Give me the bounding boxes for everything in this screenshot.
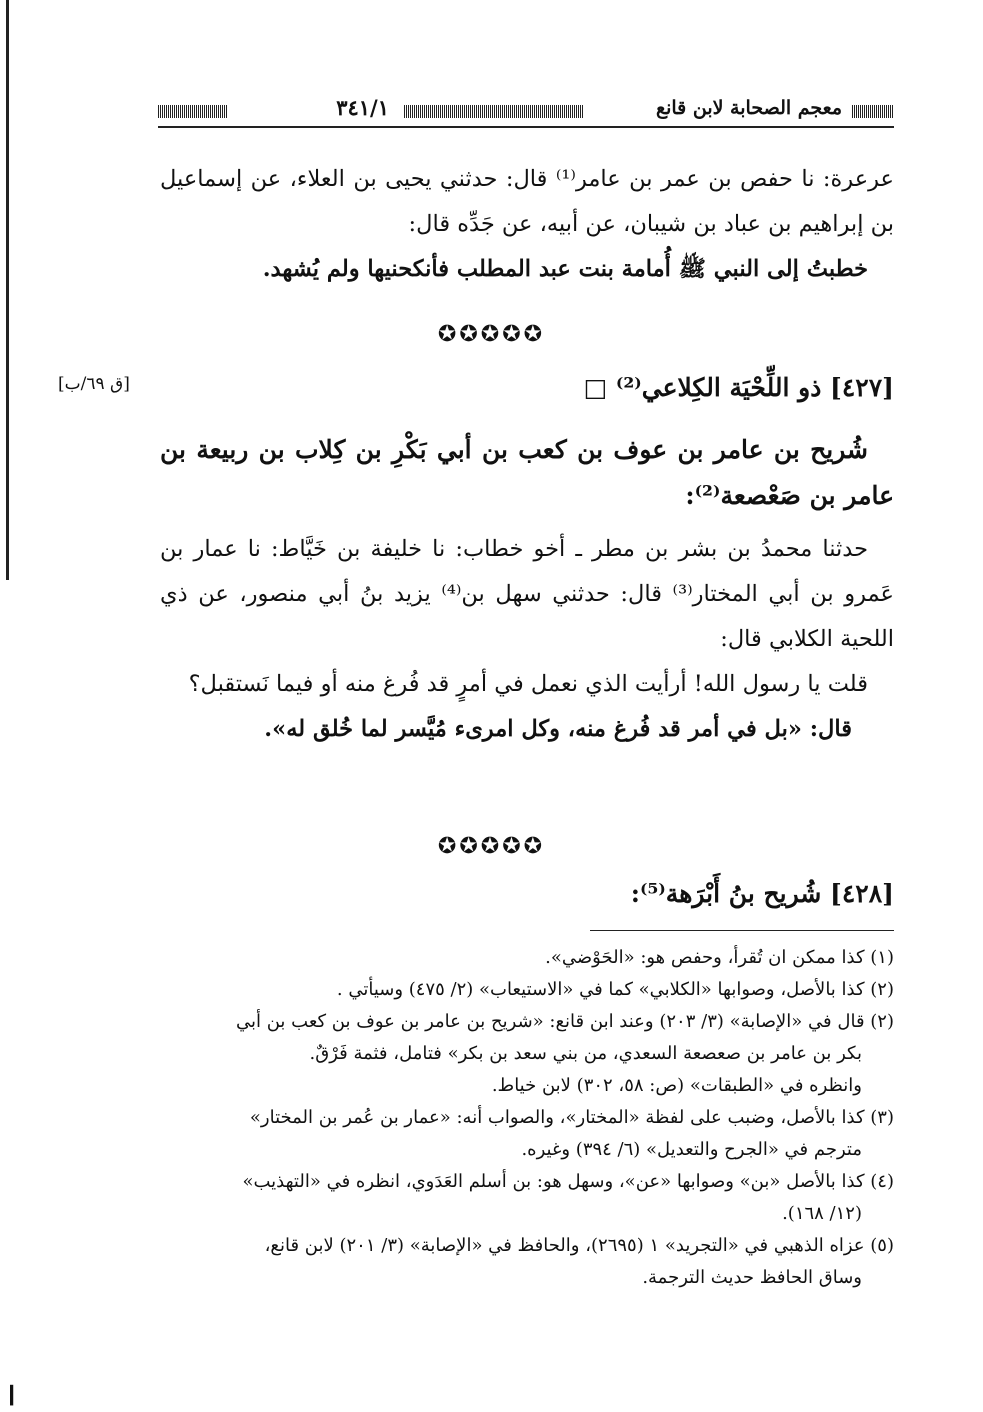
- header-ornament-left: [158, 105, 228, 118]
- isnad-text: عرعرة: نا حفص بن عمر بن عامر⁽¹⁾ قال: حدثني يحيى بن العلاء، عن إسماعيل بن إبراهيم بن عباد بن شيبان، عن أبيه، عن جَدِّه قال:: [160, 166, 894, 237]
- entry-heading-427: [٤٢٧] ذو اللِّحْيَة الكِلاعي⁽²⁾ □: [583, 373, 894, 402]
- manuscript-folio-marker: [ق ٦٩/ب]: [58, 374, 130, 394]
- footnote-line: بكر بن عامر بن صعصعة السعدي، من بني سعد بن بكر» فتامل، فثمة فَرْقٌ.: [309, 1043, 862, 1064]
- question-text: قلت يا رسول الله! أرأيت الذي نعمل في أمرٍ قد فُرغ منه أو فيما نَستقبل؟: [188, 671, 868, 697]
- continuation-paragraph: [160, 157, 894, 292]
- hadith-text: خطبتُ إلى النبي ﷺ أُمامة بنت عبد المطلب فأنكحنيها ولم يُشهد.: [262, 256, 868, 282]
- isnad-text: حدثنا محمدُ بن بشر بن مطر ـ أخو خطاب: نا خليفة بن خَيَّاط: نا عمار بن عَمرو بن أبي المختار⁽³⁾ قال: حدثني سهل بن⁽⁴⁾ يزيد بنُ أبي منصور، عن ذي اللحية الكلابي قال:: [160, 536, 894, 652]
- header-ornament-right: [852, 105, 894, 118]
- footnotes: [160, 942, 894, 1294]
- footnote-line: (٢) كذا بالأصل، وصوابها «الكلابي» كما في «الاستيعاب» (٢/ ٤٧٥) وسيأتي .: [336, 979, 894, 1000]
- lineage-text: شُريح بن عامر بن عوف بن كعب بن أبي بَكْرِ بن كِلاب بن ربيعة بن عامر بن صَعْصعة⁽²⁾:: [160, 435, 894, 510]
- entry-lineage-427: [160, 427, 894, 519]
- running-header: [158, 97, 894, 127]
- entry-heading-428: [٤٢٨] شُريح بنُ أَبْرَهة⁽⁵⁾:: [630, 879, 894, 908]
- page-edge-mark: ا: [8, 1382, 16, 1412]
- footnote-line: (٥) عزاه الذهبي في «التجريد» ١ (٢٦٩٥)، والحافظ في «الإصابة» (٣/ ٢٠١) لابن قانع،: [264, 1235, 894, 1256]
- header-ornament-middle: [404, 105, 584, 118]
- footnote-line: (٣) كذا بالأصل، وضبب على لفظة «المختار»، والصواب أنه: «عمار بن عُمر بن المختار»: [249, 1107, 894, 1128]
- entry-body-427: [160, 527, 894, 752]
- footnote-rule: [590, 930, 894, 931]
- header-rule: [158, 126, 894, 128]
- scan-edge-line: [6, 0, 9, 580]
- footnote-line: وانظره في «الطبقات» (ص: ٥٨، ٣٠٢) لابن خياط.: [491, 1075, 862, 1096]
- book-title: معجم الصحابة لابن قانع: [655, 97, 842, 119]
- section-separator: ✪✪✪✪✪: [437, 834, 546, 859]
- footnote-line: (١) كذا ممكن ان تُقرأ، وحفص هو: «الحَوْضي».: [545, 947, 894, 968]
- section-separator: ✪✪✪✪✪: [437, 322, 546, 347]
- footnote-line: (٢) قال في «الإصابة» (٣/ ٢٠٣) وعند ابن قانع: «شريح بن عامر بن عوف بن كعب بن أبي: [235, 1011, 894, 1032]
- footnote-line: (٤) كذا بالأصل «بن» وصوابها «عن»، وسهل هو: بن أسلم العَدَوي، انظره في «التهذيب»: [242, 1171, 894, 1192]
- page-number: ٣٤١/١: [336, 95, 389, 120]
- answer-text: قال: «بل في أمر قد فُرغ منه، وكل امرىء مُيَّسر لما خُلق له».: [264, 716, 852, 742]
- footnote-line: (١٢/ ١٦٨).: [782, 1203, 862, 1224]
- footnote-line: مترجم في «الجرح والتعديل» (٦/ ٣٩٤) وغيره.: [521, 1139, 862, 1160]
- footnote-line: وساق الحافظ حديث الترجمة.: [642, 1267, 862, 1288]
